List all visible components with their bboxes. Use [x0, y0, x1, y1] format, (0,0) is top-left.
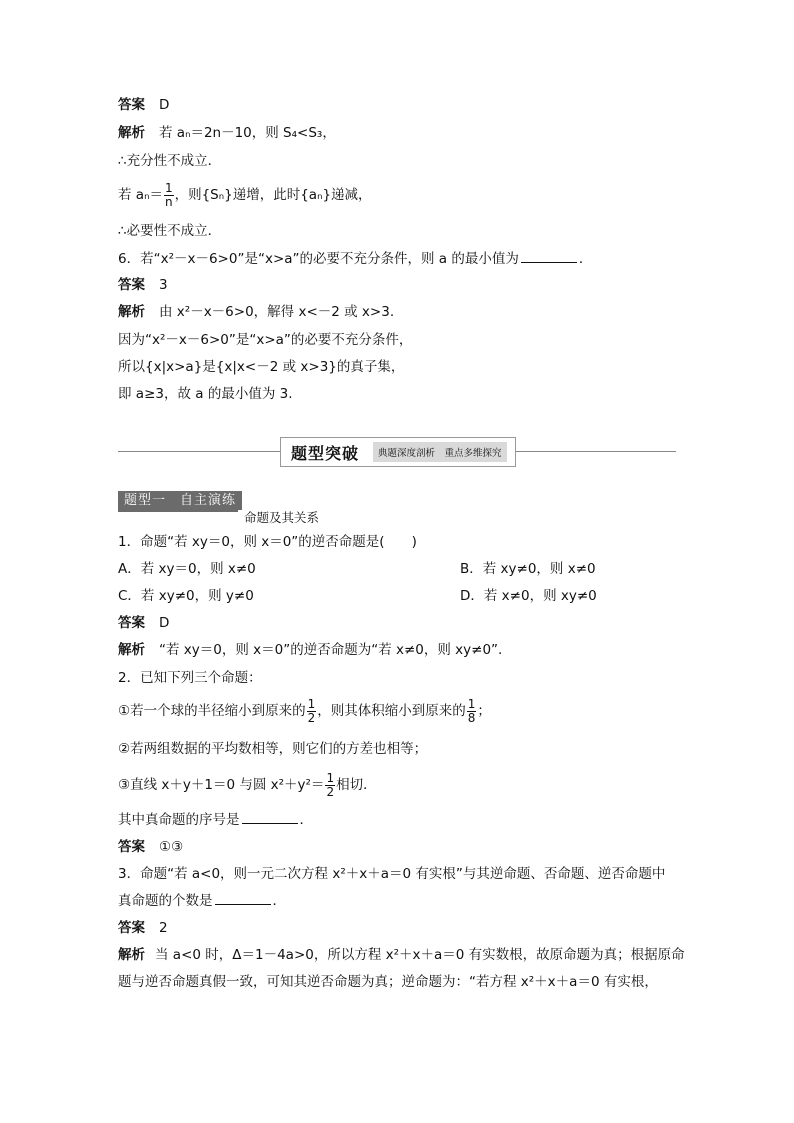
answer-value: 2: [159, 920, 168, 936]
question-3-stem-line2: [118, 892, 286, 910]
question-1-stem: 1．命题“若 xy＝0，则 x＝0”的逆否命题是( ): [118, 534, 417, 550]
answer-line: [118, 276, 168, 294]
analysis-label: 解析: [118, 947, 145, 963]
question-2-stem: 2．已知下列三个命题：: [118, 670, 262, 686]
analysis-line: [118, 303, 394, 321]
statement-text: ；: [477, 703, 491, 719]
fraction-denominator: n: [164, 194, 173, 209]
option-row: [118, 587, 597, 605]
banner-title: 题型突破: [291, 443, 360, 463]
fraction-denominator: 2: [326, 784, 335, 799]
fraction: [307, 698, 317, 725]
statement-text: 相切．: [336, 777, 377, 793]
section-title: 命题及其关系: [244, 510, 320, 525]
option-a: A．若 xy＝0，则 x≠0: [118, 561, 256, 577]
option-d: D．若 x≠0，则 xy≠0: [460, 588, 597, 604]
answer-line: [118, 919, 168, 937]
fraction-numerator: 1: [164, 180, 173, 195]
answer-label: 答案: [118, 615, 145, 631]
statement-2: ②若两组数据的平均数相等，则它们的方差也相等；: [118, 741, 428, 757]
analysis-text: “若 xy＝0，则 x＝0”的逆否命题为“若 x≠0，则 xy≠0”.: [159, 642, 503, 658]
analysis-label: 解析: [118, 125, 145, 141]
question-text: ．: [299, 812, 313, 828]
text-line: 因为“x²－x－6>0”是“x>a”的必要不充分条件，: [118, 332, 413, 348]
answer-value: ①③: [159, 839, 184, 855]
answer-label: 答案: [118, 97, 145, 113]
analysis-line: [118, 124, 336, 142]
analysis-label: 解析: [118, 642, 145, 658]
banner-rule-left: [118, 451, 280, 452]
text-fragment: 若 aₙ＝: [118, 187, 163, 203]
analysis-line: [118, 641, 502, 659]
answer-value: 3: [159, 277, 168, 293]
answer-label: 答案: [118, 277, 145, 293]
text-line: ∴充分性不成立．: [118, 153, 222, 169]
fraction-numerator: 1: [326, 770, 335, 785]
statement-1: [118, 694, 491, 728]
question-3-stem-line1: 3．命题“若 a<0，则一元二次方程 x²＋x＋a＝0 有实根”与其逆命题、否命题、逆否命题中: [118, 866, 666, 882]
analysis-text: 由 x²－x－6>0，解得 x<－2 或 x>3.: [159, 304, 395, 320]
analysis-line-2: 题与逆否命题真假一致，可知其逆否命题为真；逆命题为：“若方程 x²＋x＋a＝0 有实根，: [118, 974, 658, 990]
answer-line: [118, 838, 183, 856]
statement-text: ①若一个球的半径缩小到原来的: [118, 703, 306, 719]
option-b: B．若 xy≠0，则 x≠0: [460, 561, 596, 577]
answer-label: 答案: [118, 839, 145, 855]
fraction-numerator: 1: [467, 696, 476, 711]
fraction: [325, 772, 335, 799]
tag-underline: [118, 510, 238, 512]
question-6-stem: [118, 250, 592, 268]
option-c: C．若 xy≠0，则 y≠0: [118, 588, 254, 604]
statement-3: [118, 768, 377, 802]
fraction-denominator: 2: [307, 710, 316, 725]
answer-label: 答案: [118, 920, 145, 936]
text-line: 即 a≥3，故 a 的最小值为 3.: [118, 386, 293, 402]
question-type-tag: 题型一 自主演练: [118, 491, 242, 510]
analysis-label: 解析: [118, 304, 145, 320]
statement-text: ③直线 x＋y＋1＝0 与圆 x²＋y²＝: [118, 777, 325, 793]
answer-line: [118, 614, 169, 632]
text-fragment: ，则{Sₙ}递增，此时{aₙ}递减，: [174, 187, 372, 203]
question-2-tail: [118, 811, 313, 829]
fraction-numerator: 1: [307, 696, 316, 711]
question-text: 6．若“x²－x－6>0”是“x>a”的必要不充分条件，则 a 的最小值为: [118, 251, 519, 267]
answer-blank: [521, 250, 577, 263]
statement-text: ，则其体积缩小到原来的: [317, 703, 466, 719]
question-text: 真命题的个数是: [118, 893, 213, 909]
text-line-with-fraction: [118, 180, 372, 210]
section-banner: [280, 437, 516, 467]
question-text: 其中真命题的序号是: [118, 812, 240, 828]
answer-value: D: [159, 615, 170, 631]
fraction: [467, 698, 477, 725]
option-row: [118, 560, 596, 578]
question-text: ．: [272, 893, 286, 909]
answer-line: [118, 96, 169, 114]
analysis-line: [118, 946, 685, 964]
fraction: [164, 182, 174, 209]
question-text: ．: [578, 251, 593, 267]
answer-blank: [215, 892, 271, 905]
fraction-denominator: 8: [467, 710, 476, 725]
text-line: ∴必要性不成立．: [118, 223, 222, 239]
banner-rule-right: [516, 451, 676, 452]
analysis-text: 若 aₙ＝2n－10，则 S₄<S₃，: [159, 125, 336, 141]
banner-subtitle: 典题深度剖析 重点多维探究: [373, 442, 507, 462]
answer-blank: [242, 811, 298, 824]
answer-value: D: [159, 97, 170, 113]
analysis-text: 当 a<0 时，Δ＝1－4a>0，所以方程 x²＋x＋a＝0 有实数根，故原命题为真；根据原命: [155, 947, 685, 963]
text-line: 所以{x|x>a}是{x|x<－2 或 x>3}的真子集，: [118, 359, 405, 375]
